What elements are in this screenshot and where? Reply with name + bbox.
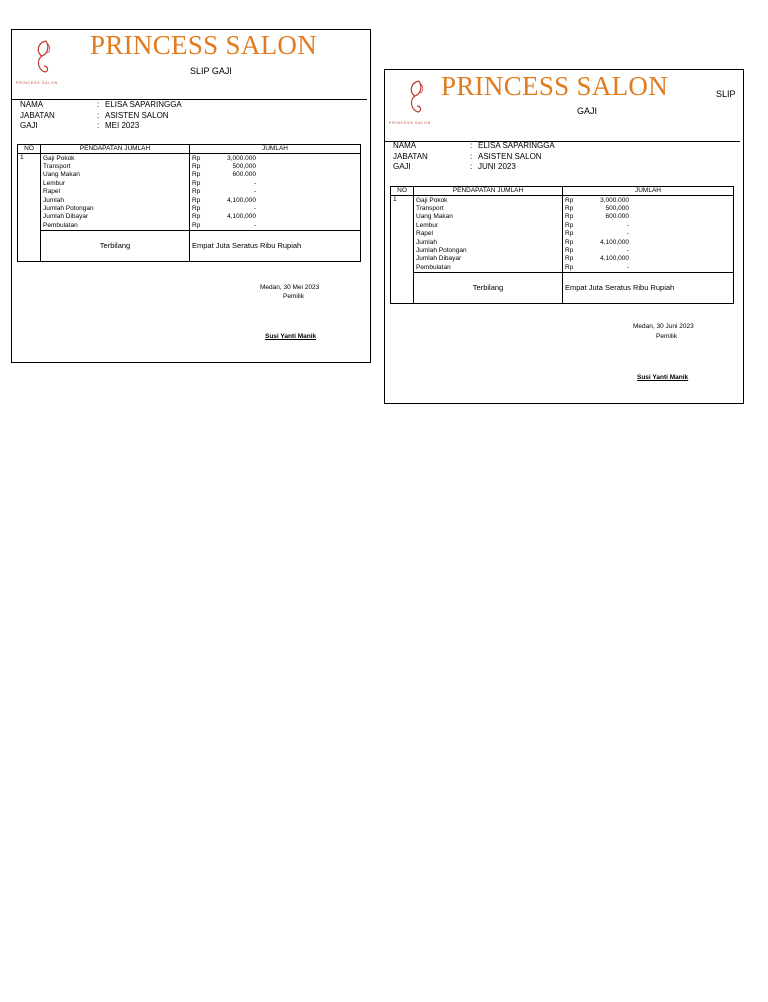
signer-role: Pemilik [283, 293, 304, 300]
table-header-row [391, 187, 734, 196]
table-row: Jumlah Dibayar Rp 4,100,000 [18, 213, 361, 221]
employee-name: ELISA SAPARINGGA [105, 100, 182, 109]
employee-info [20, 100, 182, 132]
terbilang-row [18, 230, 361, 261]
salary-slip-juni [384, 69, 744, 404]
table-row: Uang Makan Rp 600.000 [18, 171, 361, 179]
salary-slip-mei [11, 29, 371, 363]
header-no: NO [391, 187, 414, 196]
table-header-row [18, 145, 361, 154]
table-row: Jumlah Rp 4,100,000 [18, 196, 361, 204]
signer-role: Pemilik [656, 333, 677, 340]
terbilang-value: Empat Juta Seratus Ribu Rupiah [563, 272, 734, 303]
header-no: NO [18, 145, 41, 154]
place-date: Medan, 30 Juni 2023 [633, 323, 694, 330]
table-row: Jumlah Dibayar Rp 4,100,000 [391, 255, 734, 263]
employee-position: ASISTEN SALON [105, 110, 169, 120]
table-row: Uang Makan Rp 600.000 [391, 213, 734, 221]
header-description: PENDAPATAN JUMLAH [414, 187, 563, 196]
table-row: Rapel Rp - [18, 188, 361, 196]
logo-text: PRINCESS SALON [16, 81, 58, 85]
terbilang-row [391, 272, 734, 303]
place-date: Medan, 30 Mei 2023 [260, 284, 320, 291]
info-row-gaji: GAJI : JUNI 2023 [393, 162, 516, 171]
salon-logo [16, 38, 72, 88]
employee-name: ELISA SAPARINGGA [478, 141, 555, 150]
slip-title: GAJI [577, 106, 598, 116]
info-row-nama: NAMA : ELISA SAPARINGGA [20, 100, 182, 109]
table-row: Rapel Rp - [391, 230, 734, 238]
employee-position: ASISTEN SALON [478, 151, 542, 161]
table-row: Transport Rp 500,000 [391, 205, 734, 213]
signer-name: Susi Yanti Manik [265, 333, 317, 340]
header-amount: JUMLAH [563, 187, 734, 196]
salary-table [390, 186, 734, 304]
salon-logo-icon [32, 38, 56, 78]
table-row: 1 Gaji Pokok Rp 3,000.000 [18, 154, 361, 163]
terbilang-label: Terbilang [414, 272, 563, 303]
table-row: Pembulatan Rp - [18, 222, 361, 231]
salary-period: MEI 2023 [105, 121, 140, 130]
header-description: PENDAPATAN JUMLAH [41, 145, 190, 154]
slip-title-right: SLIP [716, 89, 736, 99]
salary-period: JUNI 2023 [478, 162, 516, 171]
logo-text: PRINCESS SALON [389, 121, 431, 125]
header-amount: JUMLAH [190, 145, 361, 154]
info-row-jabatan: JABATAN : ASISTEN SALON [20, 110, 169, 120]
table-row: Jumlah Potongan Rp - [391, 247, 734, 255]
salary-table [17, 144, 361, 262]
table-row: Jumlah Rp 4,100,000 [391, 238, 734, 246]
row-number: 1 [18, 154, 41, 262]
salon-name: PRINCESS SALON [441, 71, 669, 101]
table-row: Lembur Rp - [391, 222, 734, 230]
table-row: Pembulatan Rp - [391, 264, 734, 273]
salon-name: PRINCESS SALON [90, 30, 318, 60]
employee-info [393, 141, 555, 173]
table-row: 1 Gaji Pokok Rp 3,000.000 [391, 196, 734, 205]
terbilang-value: Empat Juta Seratus Ribu Rupiah [190, 230, 361, 261]
salon-logo-icon [405, 78, 429, 118]
row-number: 1 [391, 196, 414, 304]
slip-title: SLIP GAJI [190, 66, 232, 76]
table-row: Jumlah Potongan Rp - [18, 205, 361, 213]
info-row-nama: NAMA : ELISA SAPARINGGA [393, 141, 555, 150]
salon-logo [389, 78, 445, 128]
table-row: Lembur Rp - [18, 180, 361, 188]
terbilang-label: Terbilang [41, 230, 190, 261]
info-row-jabatan: JABATAN : ASISTEN SALON [393, 151, 542, 161]
table-row: Transport Rp 500,000 [18, 163, 361, 171]
info-row-gaji: GAJI : MEI 2023 [20, 121, 140, 130]
signer-name: Susi Yanti Manik [637, 374, 689, 381]
